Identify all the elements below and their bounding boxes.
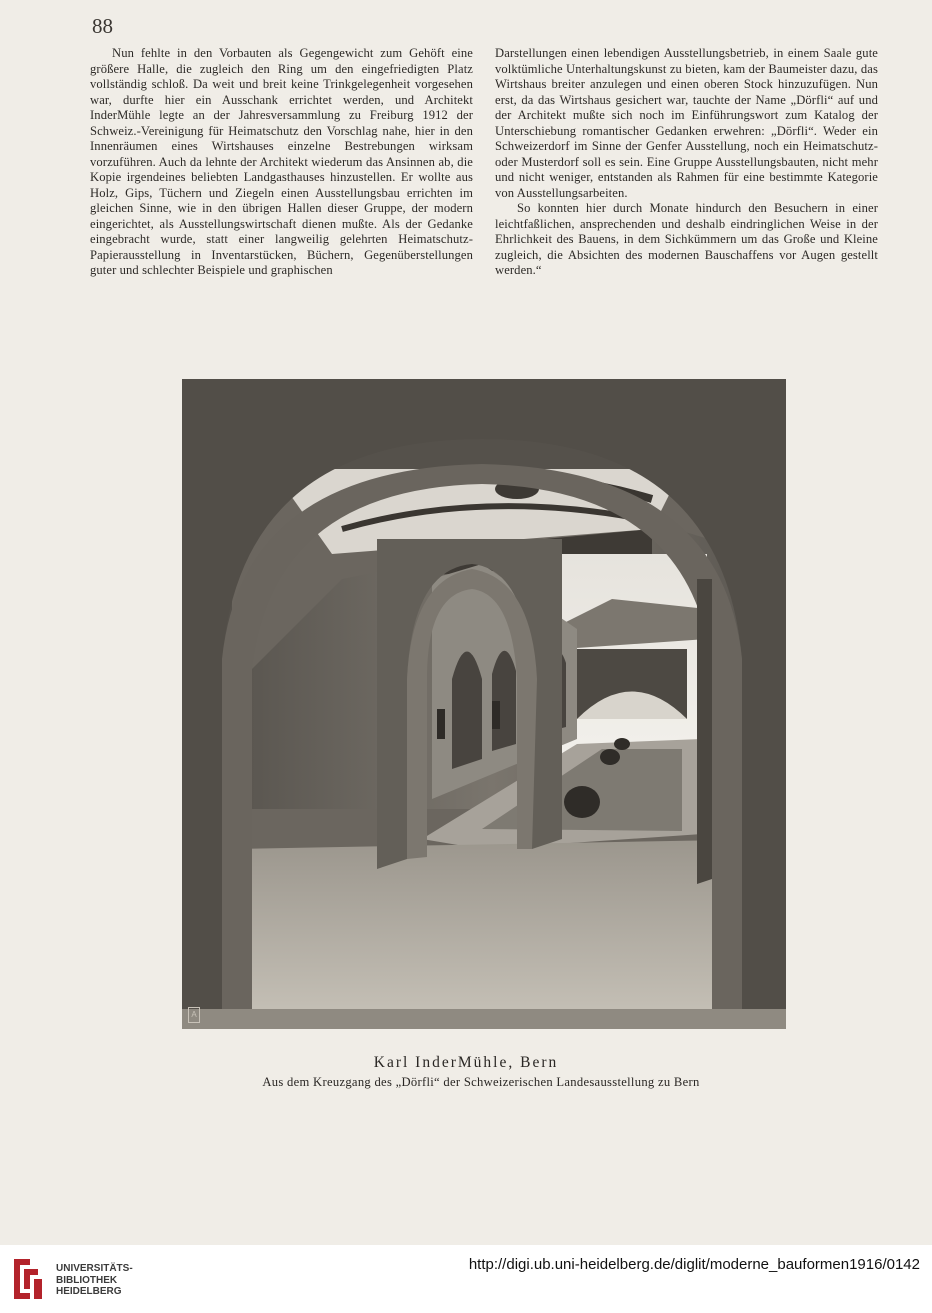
institution-line: HEIDELBERG [56, 1286, 122, 1297]
paragraph: Darstellungen einen lebendigen Ausstellungsbetrieb, in einem Saale gute volktümliche Unterhaltungskunst zu bieten, kam der Baumeister dazu, das Wirtshaus breiter anzulegen und einen oberen Stock hinzuzufügen. Nun erst, da das Wirtshaus gesichert war, tauchte der Name „Dörfli“ auf und der Architekt mußte sich noch im Einführungswort zum Katalog der Unterschiebung romantischer Gedanken erwehren: „Dörfli“. Weder ein Schweizerdorf im Sinne der Genfer Ausstellung, noch ein Heimatschutz- oder Musterdorf soll es sein. Eine Gruppe Ausstellungsbauten, nicht mehr und nicht weniger, entstanden als Rahmen für eine bestimmte Kategorie von Ausstellungsarbeiten. [495, 46, 878, 200]
institution-line: BIBLIOTHEK [56, 1274, 118, 1286]
courtyard-photograph [182, 379, 786, 1029]
text-column-right [495, 46, 878, 279]
text-column-left [90, 46, 473, 279]
paragraph: So konnten hier durch Monate hindurch den Besuchern in einer leichtfaßlichen, ansprechenden und deshalb eindringlichen Weise in der Ehrlichkeit des Bauens, in dem Sichkümmern um das Große und Kleine zugleich, die Absichten des modernen Bauschaffens vor Augen gestellt werden.“ [495, 201, 878, 277]
paragraph: Nun fehlte in den Vorbauten als Gegengewicht zum Gehöft eine größere Halle, die zugleich den Ring um den eingefriedigten Platz vollständig schloß. Da weit und breit keine Trinkgelegenheit vorgesehen war, durfte hier ein Ausschank errichtet werden, und Architekt InderMühle legte an der Jahresversammlung zu Freiburg 1912 der Schweiz.-Vereinigung für Heimatschutz den Vorschlag nahe, hier in den Innenräumen eines Wirtshauses einzelne Bestrebungen wirksam vorzuführen. Auch da lehnte der Architekt wiederum das Ansinnen ab, die Kopie irgendeines beliebten Landgasthauses hinzustellen. Er wollte aus Holz, Gips, Tüchern und Ziegeln einen Ausstellungsbau errichten im gleichen Sinne, wie in den übrigen Hallen dieser Gruppe, der modern eingerichtet, als Ausstellungswirtschaft dienen mußte. Als der Gedanke eingebracht wurde, statt einer langweilig gelehrten Heimatschutz-Papierausstellung in Inventarstücken, Büchern, Gegenüberstellungen guter und schlechter Beispiele und graphischen [90, 46, 473, 277]
figure-caption-title: Karl InderMühle, Bern [373, 1054, 559, 1071]
figure-caption-subtitle: Aus dem Kreuzgang des „Dörfli“ der Schweizerischen Landesausstellung zu Bern [262, 1075, 700, 1089]
institution-line: UNIVERSITÄTS- [56, 1263, 133, 1274]
library-footer [0, 1245, 932, 1313]
university-library-logo-icon [8, 1255, 48, 1303]
body-text [90, 46, 878, 346]
photographer-monogram: A [188, 1007, 200, 1023]
institution-name [56, 1263, 133, 1298]
cloister-arch-image [182, 379, 786, 1029]
source-url-link[interactable]: http://digi.ub.uni-heidelberg.de/diglit/moderne_bauformen1916/0142 [468, 1256, 920, 1273]
page-number: 88 [92, 14, 113, 38]
